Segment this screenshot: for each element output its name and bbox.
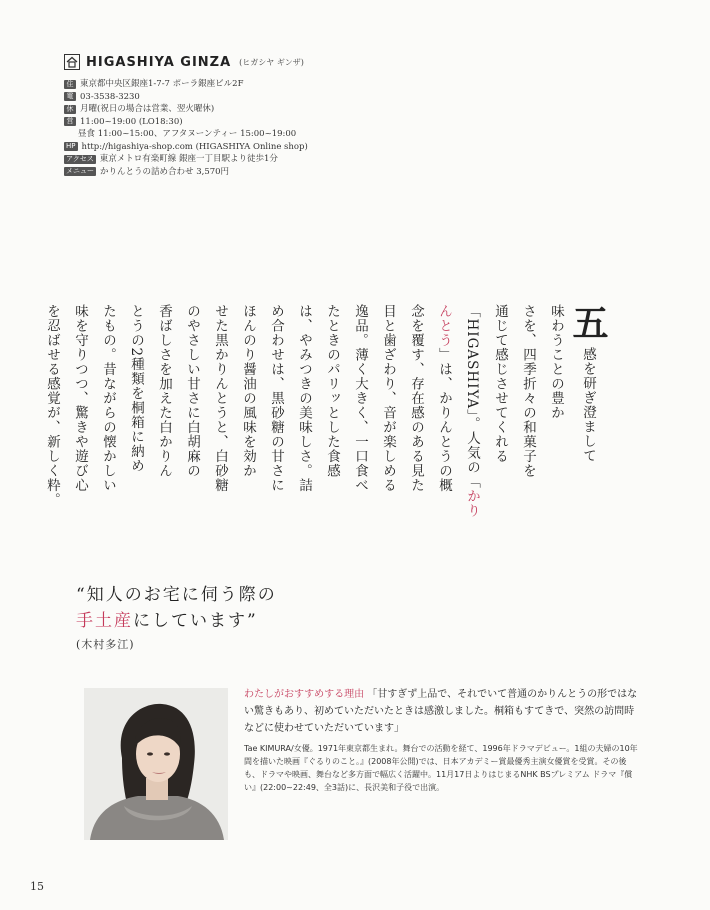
article-text: 感を研ぎ澄まして	[580, 347, 596, 463]
info-row-hours	[64, 116, 424, 129]
hours-tag: 営	[64, 117, 76, 126]
pull-quote	[76, 582, 476, 652]
article-col-12: め合わせは、黒砂糖の甘さに	[268, 304, 284, 493]
access-tag: アクセス	[66, 154, 94, 163]
quote-text: にしています”	[133, 611, 258, 631]
address-tag: 住	[64, 80, 76, 89]
hours-text: 11:00~19:00 (LO18:30)	[80, 116, 183, 127]
article-col-15: のやさしい甘さに白胡麻の	[184, 304, 200, 478]
article-col-1	[567, 304, 609, 544]
article-col-18: たもの。昔ながらの懐かしい	[100, 304, 116, 493]
article-col-4: 通じて感じさせてくれる	[492, 304, 508, 464]
address-text: 東京都中央区銀座1-7-7 ポーラ銀座ビル2F	[80, 79, 244, 89]
info-row-website	[64, 141, 424, 154]
highlight-text: かり	[464, 489, 480, 519]
shop-kana: (ヒガシヤ ギンザ)	[239, 57, 304, 67]
article-col-14: せた黒かりんとうと、白砂糖	[212, 304, 228, 493]
info-row-access	[64, 153, 424, 166]
dropcap: 五	[567, 304, 609, 341]
info-row-phone	[64, 91, 424, 104]
article-col-7: 念を覆す、存在感のある見た	[408, 304, 424, 493]
info-row-hours-detail	[64, 128, 424, 141]
shop-header	[64, 54, 424, 70]
info-row-closed	[64, 103, 424, 116]
article-col-6	[430, 304, 458, 544]
closed-text: 月曜(祝日の場合は営業、翌火曜休)	[80, 104, 215, 114]
hours-detail-text: 昼食 11:00~15:00、アフタヌーンティー 15:00~19:00	[78, 129, 297, 139]
quote-highlight: 手土産	[76, 611, 133, 631]
info-row-menu	[64, 166, 424, 179]
article-text: 」は、かりんとうの概	[436, 347, 452, 493]
article-col-8: 目と歯ざわり、音が楽しめる	[380, 304, 396, 493]
info-row-address	[64, 78, 424, 91]
article-col-16: 香ばしさを加えた白かりん	[156, 304, 172, 478]
quote-author: (木村多江)	[76, 638, 135, 651]
quote-line-1: “知人のお宅に伺う際の	[76, 585, 277, 605]
article-col-19: 味を守りつつ、驚きや遊び心	[72, 304, 88, 493]
author-bio: Tae KIMURA/女優。1971年東京都生まれ。舞台での活動を経て、1996年ドラマデビュー。1組の夫婦の10年間を描いた映画『ぐるりのこと。』(2008年公開)では、日本アカデミー賞最優秀主演女優賞を受賞。その後も、ドラマや映画、舞台など多方面で幅広く活躍中。11月17日よりはじまるNHK BSプレミアム ドラマ『償い』(22:00~22:49、全3話)に、長沢美和子役で出演。	[244, 744, 638, 792]
article-col-10: たときのパリッとした食感	[324, 304, 340, 478]
reason-text: 「甘すぎず上品で、それでいて普通のかりんとうの形ではない驚きもあり、初めていただいたときは感激しました。桐箱もすてきで、突然の訪問時などに使わせていただいています」	[244, 689, 638, 734]
shop-details	[64, 78, 424, 178]
reason-label: わたしがおすすめする理由	[244, 689, 365, 700]
article-col-2: 味わうことの豊か	[548, 304, 564, 420]
article-body	[44, 304, 609, 544]
page-number: 15	[30, 880, 44, 893]
article-col-11: は、やみつきの美味しさ。詰	[296, 304, 312, 493]
article-col-20: を忍ばせる感覚が、新しく粋。	[44, 304, 60, 507]
website-link[interactable]: http://higashiya-shop.com (HIGASHIYA Online shop)	[81, 141, 308, 152]
article-col-3: さを、四季折々の和菓子を	[520, 304, 536, 478]
highlight-text: んとう	[436, 304, 452, 348]
phone-text: 03-3538-3230	[80, 91, 140, 102]
menu-text: かりんとうの詰め合わせ 3,570円	[100, 166, 230, 177]
quote-line-2	[76, 608, 476, 634]
article-col-9: 逸品。薄く大きく、一口食べ	[352, 304, 368, 493]
home-icon	[64, 54, 80, 70]
shop-name: HIGASHIYA GINZA	[86, 54, 232, 70]
article-text: 「HIGASHIYA」。人気の「	[464, 304, 480, 490]
phone-tag: 電	[64, 92, 76, 101]
article-col-5	[458, 304, 486, 544]
article-col-17: とうの2種類を桐箱に納め	[128, 304, 144, 474]
closed-tag: 休	[64, 105, 76, 114]
recommendation-reason	[244, 686, 644, 737]
website-tag: HP	[66, 142, 76, 150]
shop-info	[64, 54, 424, 178]
portrait-photo	[84, 688, 228, 840]
menu-tag: メニュー	[66, 167, 94, 175]
portrait-image	[84, 688, 228, 840]
article-col-13: ほんのり醤油の風味を効か	[240, 304, 256, 478]
access-text: 東京メトロ有楽町線 銀座一丁目駅より徒歩1分	[99, 154, 278, 164]
